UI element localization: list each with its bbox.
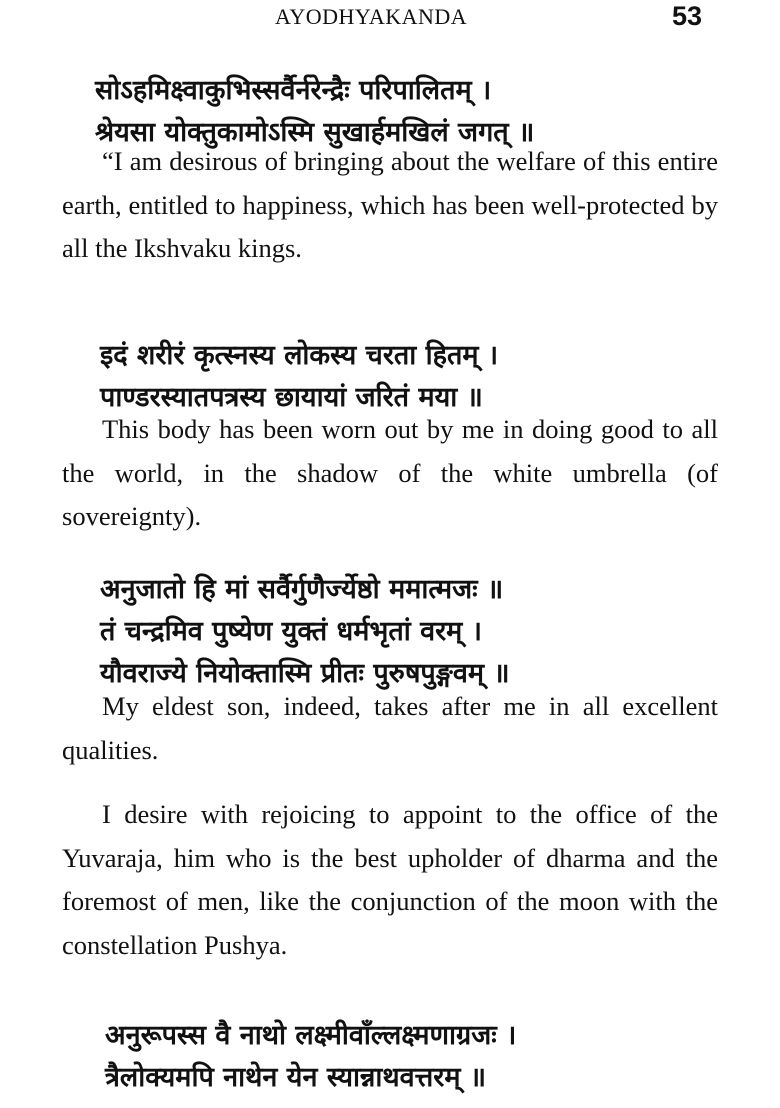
- verse-line: इदं शरीरं कृत्स्नस्य लोकस्य चरता हितम् ।: [100, 340, 499, 371]
- translation-paragraph-3: My eldest son, indeed, takes after me in all excellent qualities.: [62, 691, 718, 765]
- verse-line: अनुरूपस्स वै नाथो लक्ष्मीवाँल्लक्ष्मणाग्रजः ।: [105, 1020, 517, 1051]
- verse-line: सोऽहमिक्ष्वाकुभिस्सर्वैर्नरेन्द्रैः परिपालितम् ।: [95, 75, 492, 106]
- verse-line: पाण्डरस्यातपत्रस्य छायायां जरितं मया ॥: [100, 382, 483, 413]
- running-head: [0, 1, 780, 34]
- sanskrit-verse-3: [100, 569, 510, 695]
- sanskrit-verse-2: [100, 335, 498, 419]
- verse-line: श्रेयसा योक्तुकामोऽस्मि सुखार्हमखिलं जगत् ॥: [95, 117, 535, 148]
- sanskrit-verse-4: [105, 1015, 516, 1099]
- translation-paragraph-1: “I am desirous of bringing about the welfare of this entire earth, entitled to happiness, which has been well-protected by all the Ikshvaku kings.: [62, 146, 718, 263]
- translation-paragraph-2: This body has been worn out by me in doing good to all the world, in the shadow of the white umbrella (of sovereignty).: [62, 414, 718, 531]
- translation-paragraph-4: I desire with rejoicing to appoint to the office of the Yuvaraja, him who is the best upholder of dharma and the foremost of men, like the conjunction of the moon with the constellation Pushya.: [62, 799, 718, 960]
- verse-line: अनुजातो हि मां सर्वैर्गुणैर्ज्येष्ठो ममात्मजः ॥: [100, 574, 504, 605]
- verse-line: त्रैलोक्यमपि नाथेन येन स्यान्नाथवत्तरम् ॥: [105, 1062, 487, 1093]
- page-number: 53: [672, 1, 703, 31]
- running-title: AYODHYAKANDA: [275, 4, 468, 29]
- verse-line: यौवराज्ये नियोक्तास्मि प्रीतः पुरुषपुङ्गवम् ॥: [100, 658, 510, 689]
- verse-line: तं चन्द्रमिव पुष्येण युक्तं धर्मभृतां वरम् ।: [100, 616, 482, 647]
